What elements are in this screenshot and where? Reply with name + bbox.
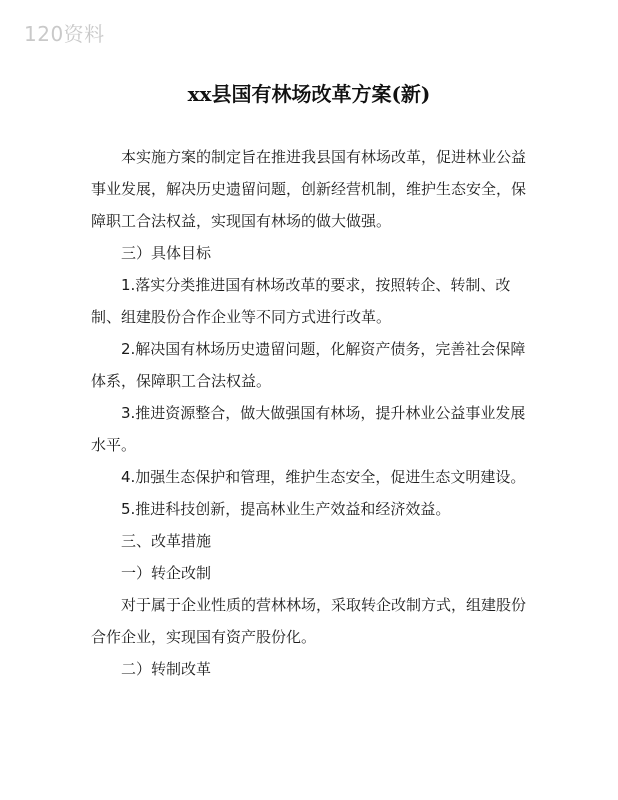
- goal-item-1: 1.落实分类推进国有林场改革的要求，按照转企、转制、改制、组建股份合作企业等不同方式进行改革。: [91, 276, 511, 326]
- goal-item-2: 2.解决国有林场历史遗留问题，化解资产债务，完善社会保障体系，保障职工合法权益。: [91, 340, 526, 390]
- section-heading-measures: 三、改革措施: [121, 532, 212, 550]
- watermark-text: 120资料: [24, 22, 105, 46]
- goal-item-3: 3.推进资源整合，做大做强国有林场，提升林业公益事业发展水平。: [91, 404, 526, 454]
- measure-paragraph-1: 对于属于企业性质的营林林场，采取转企改制方式，组建股份合作企业，实现国有资产股份化。: [91, 596, 527, 646]
- subsection-heading-2: 二）转制改革: [121, 660, 212, 678]
- goal-item-5: 5.推进科技创新，提高林业生产效益和经济效益。: [121, 500, 451, 518]
- document-title: xx县国有林场改革方案(新): [187, 82, 431, 106]
- subsection-heading-1: 一）转企改制: [121, 564, 212, 582]
- section-heading-goals: 三）具体目标: [121, 244, 212, 262]
- goal-item-4: 4.加强生态保护和管理，维护生态安全，促进生态文明建设。: [121, 468, 526, 486]
- document-body: [91, 141, 531, 685]
- intro-paragraph: 本实施方案的制定旨在推进我县国有林场改革，促进林业公益事业发展，解决历史遗留问题，创新经营机制，维护生态安全，保障职工合法权益，实现国有林场的做大做强。: [91, 148, 527, 230]
